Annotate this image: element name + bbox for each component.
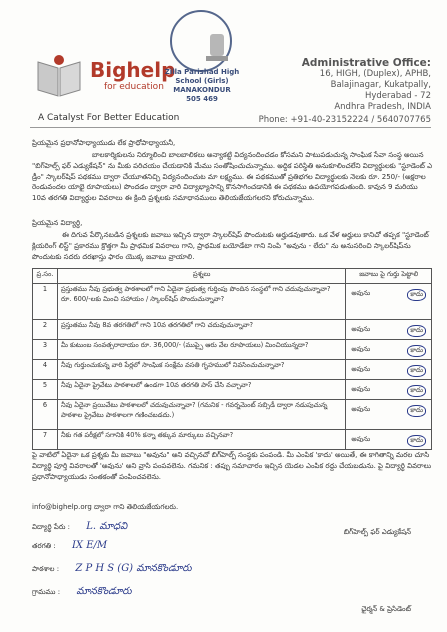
brand-name: Bighelp	[90, 58, 176, 82]
row-number: 2	[33, 320, 58, 340]
table-row	[33, 320, 432, 340]
col-header-answer: జవాబు పై గుర్తు పెట్టాలి	[346, 269, 432, 284]
notes-paragraph: పై వాటిలో ఏదైనా ఒక ప్రశ్నకు మీ జవాబు "అవును" అని వచ్చినచో బిగ్‌హెల్ప్ సంస్థకు పంపండి. మీ ఎంపిక 'కాదు' అయితే, ఈ కాగితాన్ని మరల చూసి విద్యార్థి పూర్తి వివరాలతో 'అవును' అని వ్రాసి పంపవలెను. గమనిక : తప్పు సమాచారం ఇచ్చిన యెడల ఎంపిక రద్దు చేయబడును. పై విద్యార్థి వివరాలు ప్రధానోపాధ్యాయుడు సంతకంతో పంపించవలెను.	[32, 451, 431, 481]
school-label: పాఠశాల :	[32, 565, 60, 573]
admin-address	[302, 58, 431, 113]
row-number: 1	[33, 284, 58, 320]
state-emblem-icon	[202, 30, 232, 64]
student-name-label: విద్యార్థి పేరు :	[32, 523, 70, 531]
salutation: ప్రియమైన ప్రధానోపాధ్యాయుడు లేక ప్రాధోపాధ్యాయనీ,	[32, 139, 176, 147]
village-field	[32, 585, 132, 599]
question-text: ప్రస్తుతము నీవు ప్రభుత్వ పాఠశాలలో గాని ఏదైనా ప్రభుత్వ గుర్తింపు పొందిన సంస్థలో గాని చదువుచున్నావా? రూ. 600/-లకు మించి సహాయం / స్కాలర్‌షిప్ పొందుచున్నావా?	[57, 284, 345, 320]
answer-no[interactable]: కాదు	[407, 365, 426, 377]
answer-yes[interactable]: అవును	[351, 345, 371, 353]
answer-yes[interactable]: అవును	[351, 385, 371, 393]
address-line: Balajinagar, Kukatpally,	[330, 80, 431, 90]
row-number: 6	[33, 400, 58, 430]
class-field	[32, 540, 107, 552]
answer-yes[interactable]: అవును	[351, 435, 371, 443]
school-field	[32, 562, 192, 576]
row-number: 5	[33, 380, 58, 400]
class-label: తరగతి :	[32, 542, 56, 550]
stamp-line: 505 469	[186, 95, 218, 103]
table-header-row	[33, 269, 432, 284]
answer-cell[interactable]	[346, 380, 432, 400]
question-text: నీవు ఏదైనా ప్రయివేటు పాఠశాలలో చదువుచున్నావా? (గమనిక - గవర్నమెంట్ సబ్సిడీ ద్వారా నడుపుచున్న పాఠశాల ప్రైవేటు పాఠశాలగా గణించబడదు.)	[57, 400, 345, 430]
row-number: 3	[33, 340, 58, 360]
table-row	[33, 380, 432, 400]
answer-cell[interactable]	[346, 430, 432, 450]
question-text: నీకు గత పరీక్షలో సగానికి 40% కన్నా తక్కువ మార్కులు వచ్చినవా?	[57, 430, 345, 450]
answer-no[interactable]: కాదు	[407, 289, 426, 301]
answer-cell[interactable]	[346, 320, 432, 340]
col-header-questions: ప్రశ్నలు	[57, 269, 345, 284]
stamp-line: MANAKONDUR	[173, 86, 231, 94]
answer-no[interactable]: కాదు	[407, 405, 426, 417]
answer-yes[interactable]: అవును	[351, 289, 371, 297]
question-text: నీవు ఏదైనా ప్రైవేటు పాఠశాలలో ఉండగా 10వ తరగతి పాస్ చేసి వచ్చావా?	[57, 380, 345, 400]
phone-number: Phone: +91-40-23152224 / 5640707765	[258, 115, 431, 125]
question-text: నీవు గుర్తుంచుకున్న వారి పేర్లలో సాంఘిక సంక్షేమ వసతి గృహములో నివసించుచున్నావా?	[57, 360, 345, 380]
address-line: 16, HIGH, (Duplex), APHB,	[319, 69, 431, 79]
answer-cell[interactable]	[346, 284, 432, 320]
instructions-paragraph: ఈ దిగువ పేర్కొనబడిన ప్రశ్నలకు జవాబు ఇచ్చిన ద్వారా స్కాలర్‌షిప్ పొందుటకు అర్హుడవుతారు. ఒక వేళ అర్హులు కానిచో తప్పక "స్టూడెంట్ క్లియరింగ్ లిస్ట్" ప్రకారము క్రొత్తగా మీ ప్రాథమిక వివరాలు గాని, ప్రాథమిక బయోడేటా గాని నింపి "అవును - లేదు" ను అనుసరించి స్కాలర్‌షిప్‌ను పొందుటకు సదరు దరఖాస్తు ఫారం యొక్క జవాబు వ్రాయాలి.	[32, 231, 429, 261]
row-number: 4	[33, 360, 58, 380]
question-text: ప్రస్తుతము నీవు 8వ తరగతిలో గాని 10వ తరగతిలో గాని చదువుచున్నావా?	[57, 320, 345, 340]
answer-yes[interactable]: అవును	[351, 325, 371, 333]
village-value[interactable]: మానకొండూరు	[76, 586, 132, 597]
answer-no[interactable]: కాదు	[407, 385, 426, 397]
col-header-no: ప్ర.సం.	[33, 269, 58, 284]
table-row	[33, 284, 432, 320]
answer-no[interactable]: కాదు	[407, 345, 426, 357]
org-signature: బిగ్‌హెల్ప్ ఫర్ ఎడ్యుకేషన్	[343, 528, 411, 536]
address-line: Andhra Pradesh, INDIA	[334, 102, 431, 112]
answer-no[interactable]: కాదు	[407, 325, 426, 337]
tagline: A Catalyst For Better Education	[38, 113, 180, 123]
village-label: గ్రామము :	[32, 588, 61, 596]
answer-cell[interactable]	[346, 400, 432, 430]
stamp-line: Zilla Parishad High School (Girls)	[164, 68, 240, 85]
school-value[interactable]: Z P H S (G) మానకొండూరు	[75, 563, 192, 574]
table-row	[33, 360, 432, 380]
student-name-value[interactable]: L. మాధవి	[86, 521, 128, 532]
answer-no[interactable]: కాదు	[407, 435, 426, 447]
answer-yes[interactable]: అవును	[351, 365, 371, 373]
table-row	[33, 340, 432, 360]
admin-title: Administrative Office:	[301, 57, 431, 69]
question-text: మీ కుటుంబ సంవత్సరాదాయం రూ. 36,000/- (ముప్పై ఆరు వేల రూపాయలు) మించియున్నదా?	[57, 340, 345, 360]
class-value[interactable]: IX E/M	[71, 540, 108, 551]
intro-paragraph: బాలకార్మికులను నిర్మూలించి బాలబాలికలు అన్యాకట్టి విద్యనందించడం కోసమని పాటుపడుచున్న సాంఘిక సేవా సంస్థ అయిన "బిగ్‌హెల్ప్ ఫర్ ఎడ్యుకేషన్" ను మీకు పరిచయం చేయడానికి మేము సంతోషించుచున్నాము. అద్దిక పరిస్థితి అనుకూలించలేని విద్యార్థులకు "స్టూడెంట్ ఎ డ్రీం" స్కాలర్‌షిప్ పథకము ద్వారా చేయూతనిచ్చి విద్యనందించుట మా లక్ష్యము. ఈ పథకముతో ప్రతిభగల విద్యార్థులకు నెలకు రూ. 250/- (అక్షరాల రెండువందల యాభై రూపాయలు) పొందడం ద్వారా వారి విద్యాభ్యాసాన్ని కొనసాగించడానికి ఈ పథకము ఉపయోగపడుతుంది. కావున 9 మరియు 10వ తరగతి విద్యార్థుల వివరాలు ఈ క్రింది ప్రశ్నలకు సమాధానములు తెలియజేయగలరని కోరుచున్నాము.	[32, 151, 433, 203]
address-line: Hyderabad - 72	[364, 91, 431, 101]
student-name-field	[32, 520, 127, 534]
student-salutation: ప్రియమైన విద్యార్థి,	[32, 219, 83, 227]
row-number: 7	[33, 430, 58, 450]
table-row	[33, 430, 432, 450]
chairman-signature: ఛైర్మన్ & ప్రెసిడెంట్	[361, 605, 411, 613]
answer-yes[interactable]: అవును	[351, 405, 371, 413]
answer-cell[interactable]	[346, 360, 432, 380]
answer-cell[interactable]	[346, 340, 432, 360]
questions-table	[32, 268, 432, 450]
table-row	[33, 400, 432, 430]
stamp-text	[160, 68, 244, 104]
bighelp-logo-icon	[34, 52, 84, 100]
brand-subtitle: for education	[104, 82, 164, 92]
email-line: info@bighelp.org ద్వారా గాని తెలియజేయగలరు.	[32, 503, 179, 511]
header-divider	[30, 127, 431, 128]
